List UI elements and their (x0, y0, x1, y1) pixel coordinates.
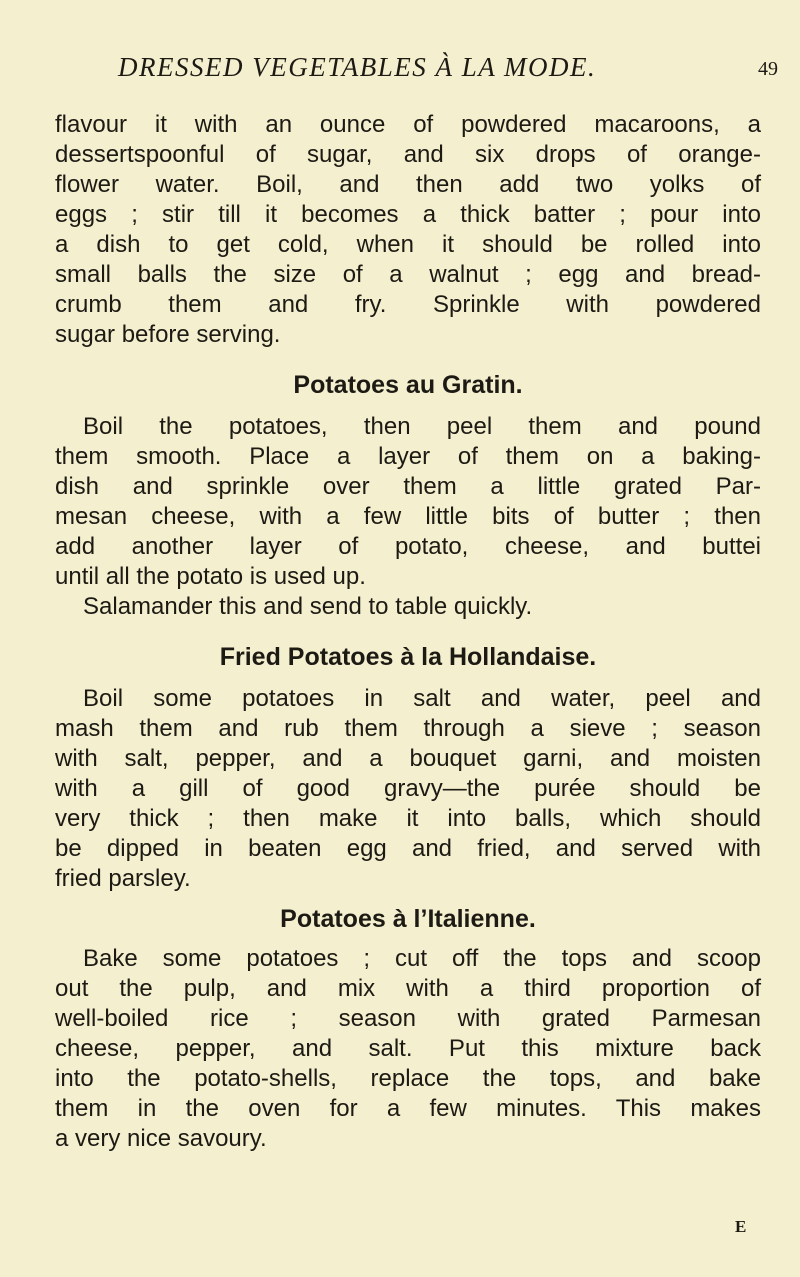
text-line: fried parsley. (55, 865, 191, 892)
page-number: 49 (758, 58, 778, 80)
recipe-heading: Potatoes à l’Italienne. (280, 905, 536, 933)
recipe-paragraph (55, 684, 761, 894)
text-line: them smooth. Place a layer of them on a baking- (55, 443, 761, 470)
text-line: small balls the size of a walnut ; egg and bread- (55, 261, 761, 288)
text-line: flavour it with an ounce of powdered macaroons, a (55, 111, 761, 138)
text-line: them in the oven for a few minutes. This makes (55, 1095, 761, 1122)
recipe-paragraph (55, 944, 761, 1154)
page-content (55, 110, 761, 1154)
text-line: cheese, pepper, and salt. Put this mixture back (55, 1035, 761, 1062)
text-line: dish and sprinkle over them a little grated Par- (55, 473, 761, 500)
text-line: sugar before serving. (55, 321, 281, 348)
recipe-heading: Fried Potatoes à la Hollandaise. (219, 643, 597, 671)
text-line: Salamander this and send to table quickly. (83, 593, 533, 620)
text-line: into the potato-shells, replace the tops, and bake (55, 1065, 761, 1092)
text-line: well-boiled rice ; season with grated Parmesan (55, 1005, 761, 1032)
text-line: until all the potato is used up. (55, 563, 366, 590)
text-line: mash them and rub them through a sieve ; season (55, 715, 761, 742)
text-line: very thick ; then make it into balls, which should (55, 805, 761, 832)
text-line: eggs ; stir till it becomes a thick batter ; pour into (55, 201, 761, 228)
text-line: with salt, pepper, and a bouquet garni, and moisten (55, 745, 761, 772)
text-line: Bake some potatoes ; cut off the tops and scoop (83, 945, 761, 972)
signature-mark: E (735, 1217, 747, 1236)
intro-paragraph (55, 110, 761, 350)
running-head: DRESSED VEGETABLES À LA MODE. (118, 52, 597, 82)
text-line: mesan cheese, with a few little bits of butter ; then (55, 503, 761, 530)
text-line: flower water. Boil, and then add two yolks of (55, 171, 761, 198)
text-line: a dish to get cold, when it should be rolled into (55, 231, 761, 258)
text-line: a very nice savoury. (55, 1125, 267, 1152)
text-line: crumb them and fry. Sprinkle with powdered (55, 291, 761, 318)
text-line: with a gill of good gravy—the purée should be (55, 775, 761, 802)
text-line: out the pulp, and mix with a third proportion of (55, 975, 761, 1002)
text-line: Boil some potatoes in salt and water, peel and (83, 685, 761, 712)
text-line: add another layer of potato, cheese, and buttei (55, 533, 761, 560)
text-line: be dipped in beaten egg and fried, and served with (55, 835, 761, 862)
recipe-heading: Potatoes au Gratin. (293, 371, 523, 399)
text-line: Boil the potatoes, then peel them and pound (83, 413, 761, 440)
text-line: dessertspoonful of sugar, and six drops of orange- (55, 141, 761, 168)
recipe-paragraph (55, 412, 761, 622)
